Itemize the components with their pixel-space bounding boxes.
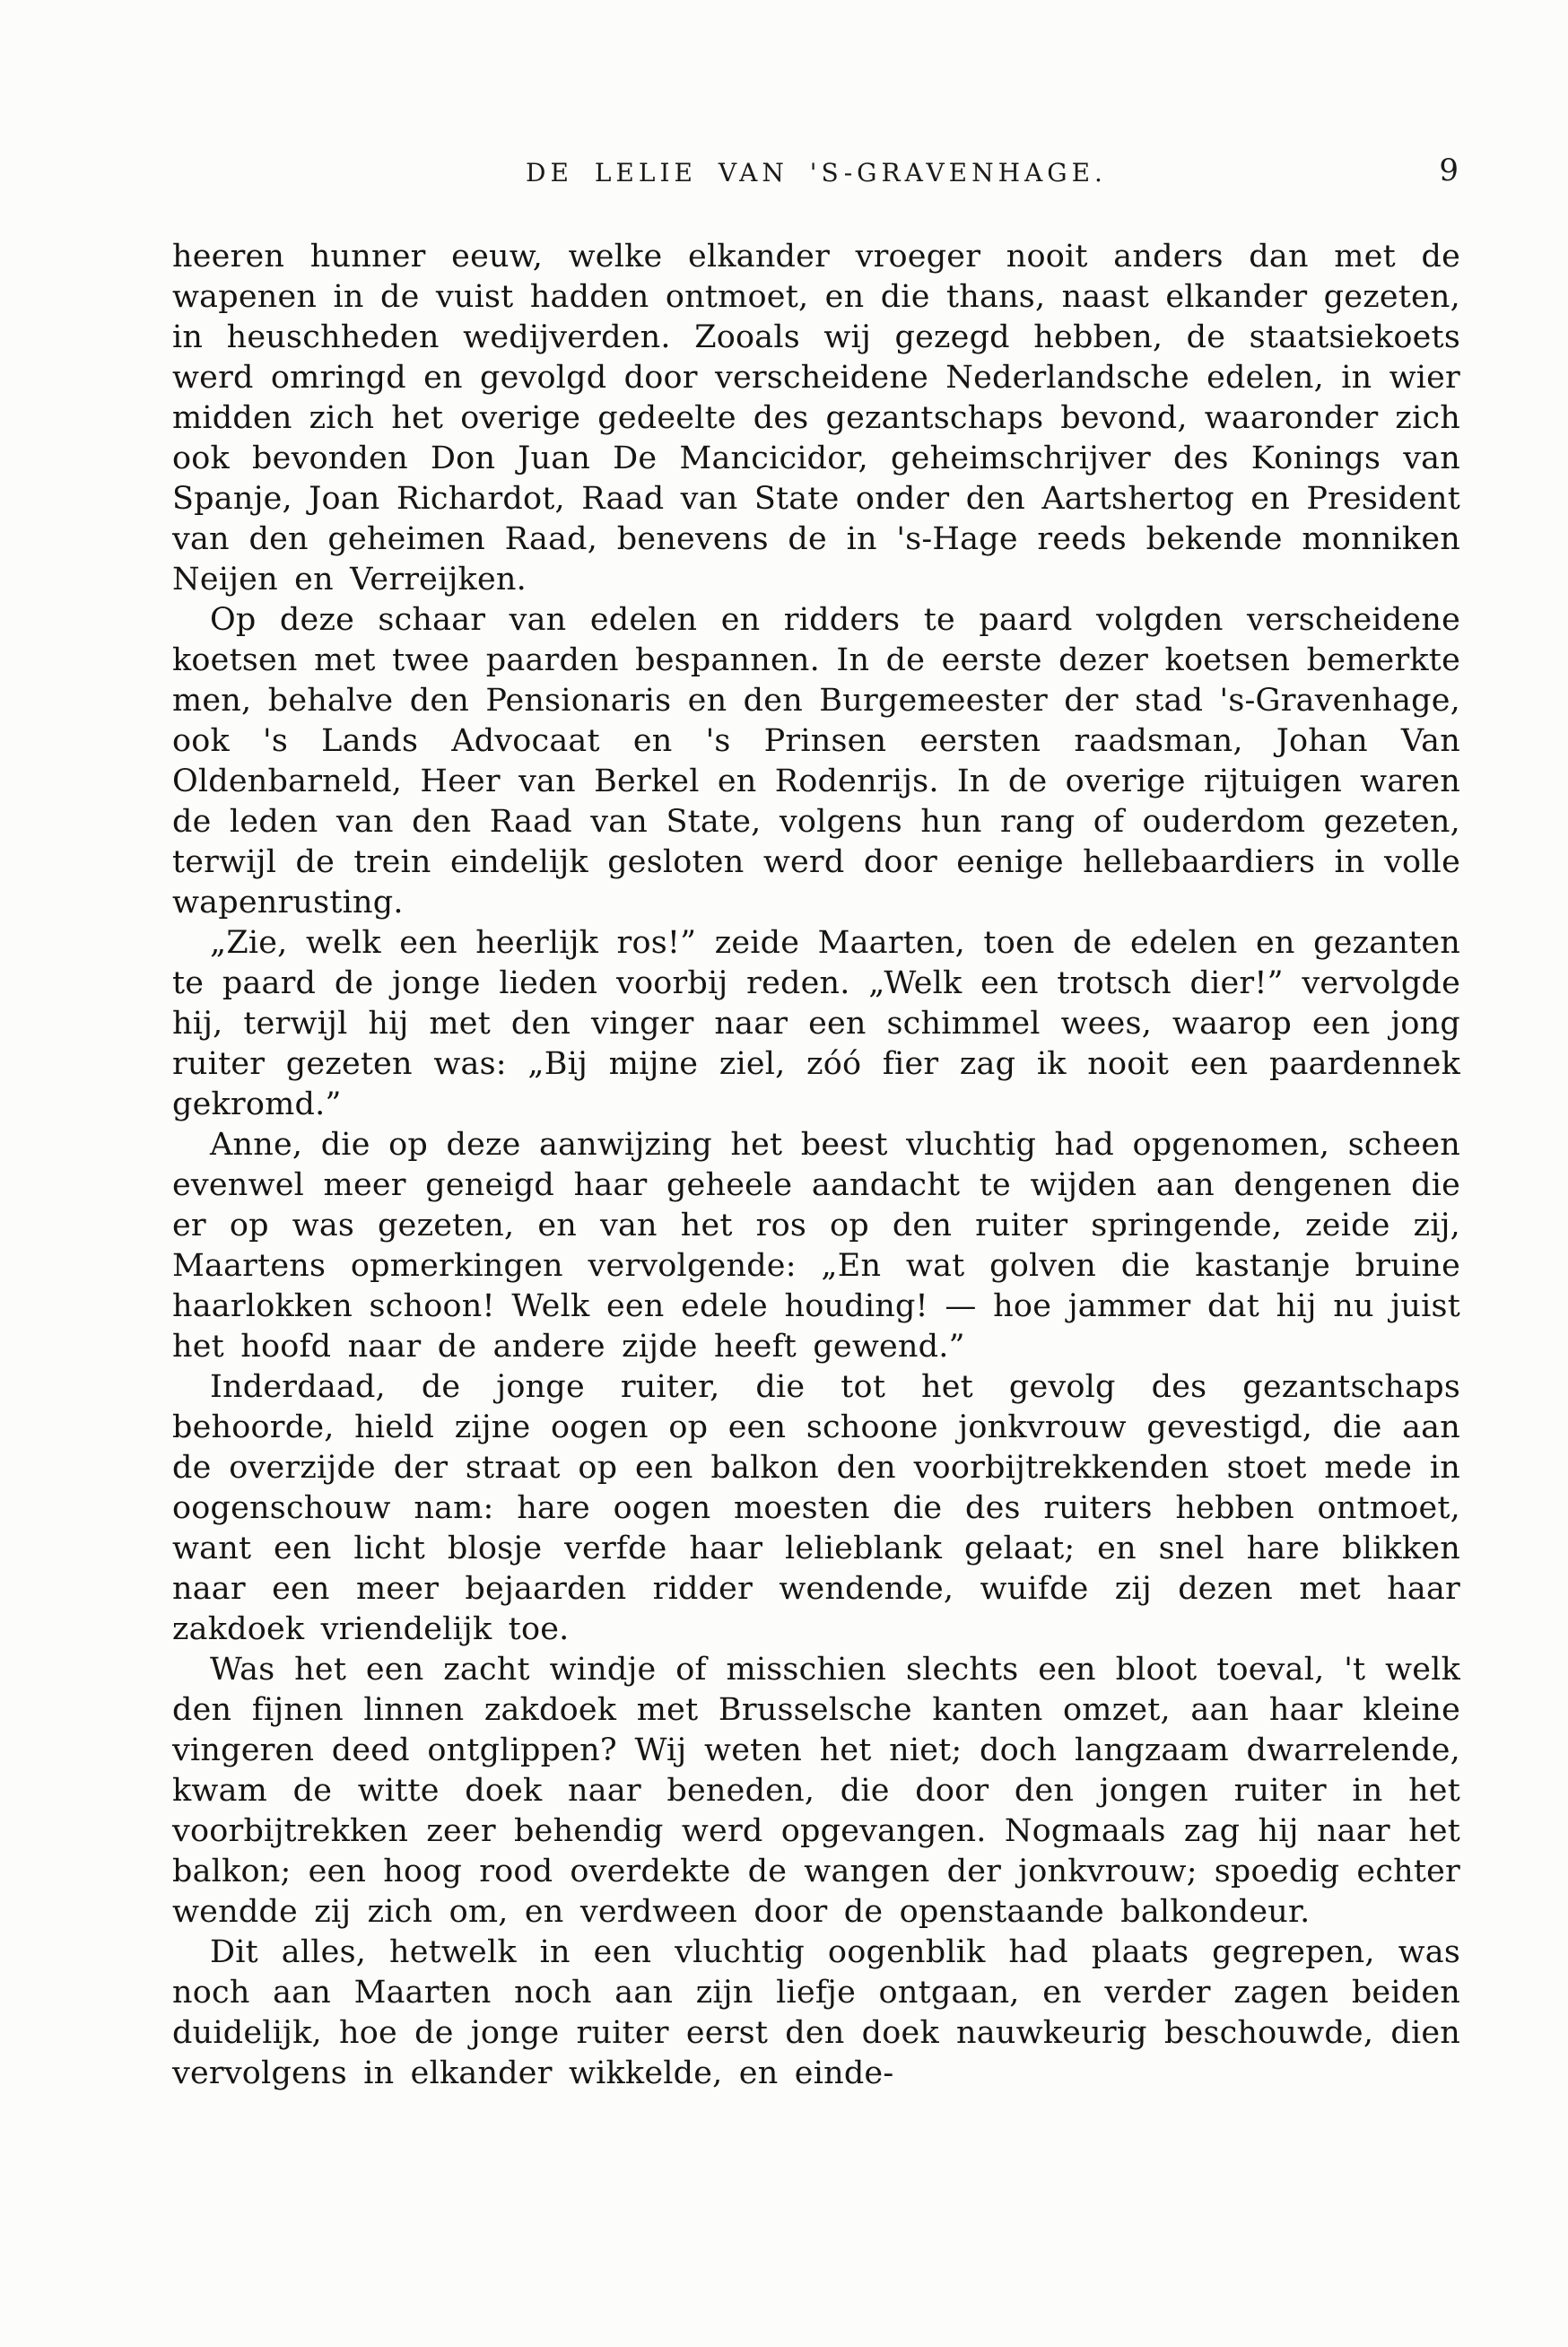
paragraph-6: Was het een zacht windje of misschien slechts een bloot toeval, 't welk den fijnen linnen zakdoek met Brusselsche kanten omzet, aan haar kleine vingeren deed ontglippen? Wij weten het niet; doch langzaam dwarrelende, kwam de witte doek naar beneden, die door den jongen ruiter in het voorbijtrekken zeer behendig werd opgevangen. Nogmaals zag hij naar het balkon; een hoog rood overdekte de wangen der jonkvrouw; spoedig echter wendde zij zich om, en verdween door de openstaande balkondeur. [172,1652,1460,1930]
page-header [172,153,1460,210]
page-number: 9 [1439,153,1459,188]
paragraph-3: „Zie, welk een heerlijk ros!” zeide Maarten, toen de edelen en gezanten te paard de jonge lieden voorbij reden. „Welk een trotsch dier!” vervolgde hij, terwijl hij met den vinger naar een schimmel wees, waarop een jong ruiter gezeten was: „Bij mijne ziel, zóó fier zag ik nooit een paardennek gekromd.” [172,925,1460,1122]
paragraph-5: Inderdaad, de jonge ruiter, die tot het gevolg des gezantschaps behoorde, hield zijne oogen op een schoone jonkvrouw gevestigd, die aan de overzijde der straat op een balkon den voorbijtrekkenden stoet mede in oogenschouw nam: hare oogen moesten die des ruiters hebben ontmoet, want een licht blosje verfde haar lelieblank gelaat; en snel hare blikken naar een meer bejaarden ridder wendende, wuifde zij dezen met haar zakdoek vriendelijk toe. [172,1369,1460,1647]
paragraph-1: heeren hunner eeuw, welke elkander vroeger nooit anders dan met de wapenen in de vuist hadden ontmoet, en die thans, naast elkander gezeten, in heuschheden wedijverden. Zooals wij gezegd hebben, de staatsiekoets werd omringd en gevolgd door verscheidene Nederlandsche edelen, in wier midden zich het overige gedeelte des gezantschaps bevond, waaronder zich ook bevonden Don Juan De Mancicidor, geheimschrijver des Konings van Spanje, Joan Richardot, Raad van State onder den Aartshertog en President van den geheimen Raad, benevens de in 's-Hage reeds bekende monniken Neijen en Verreijken. [172,239,1460,598]
text-column [172,153,1460,2094]
paragraph-4: Anne, die op deze aanwijzing het beest vluchtig had opgenomen, scheen evenwel meer geneigd haar geheele aandacht te wijden aan dengenen die er op was gezeten, en van het ros op den ruiter springende, zeide zij, Maartens opmerkingen vervolgende: „En wat golven die kastanje bruine haarlokken schoon! Welk een edele houding! — hoe jammer dat hij nu juist het hoofd naar de andere zijde heeft gewend.” [172,1127,1460,1365]
running-title: DE LELIE VAN 'S-GRAVENHAGE. [526,158,1107,188]
page-body [172,237,1460,2094]
paragraph-2: Op deze schaar van edelen en ridders te paard volgden verscheidene koetsen met twee paarden bespannen. In de eerste dezer koetsen bemerkte men, behalve den Pensionaris en den Burgemeester der stad 's-Gravenhage, ook 's Lands Advocaat en 's Prinsen eersten raadsman, Johan Van Oldenbarneld, Heer van Berkel en Rodenrijs. In de overige rijtuigen waren de leden van den Raad van State, volgens hun rang of ouderdom gezeten, terwijl de trein eindelijk gesloten werd door eenige hellebaardiers in volle wapenrusting. [172,602,1460,920]
paragraph-7: Dit alles, hetwelk in een vluchtig oogenblik had plaats gegrepen, was noch aan Maarten noch aan zijn liefje ontgaan, en verder zagen beiden duidelijk, hoe de jonge ruiter eerst den doek nauwkeurig beschouwde, dien vervolgens in elkander wikkelde, en einde- [172,1934,1460,2091]
